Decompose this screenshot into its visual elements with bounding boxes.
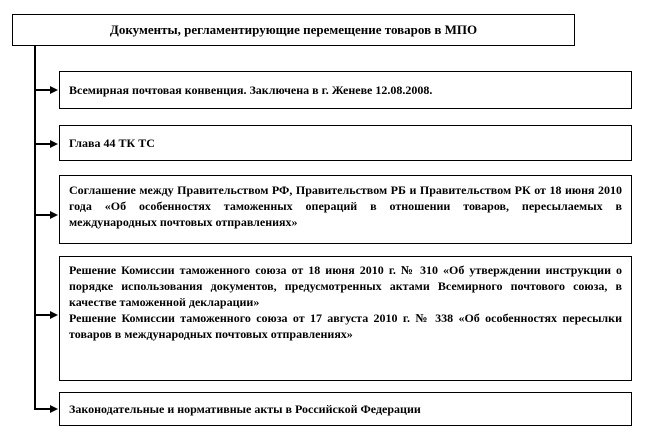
item-box-2	[59, 125, 632, 161]
root-box	[12, 14, 575, 46]
arrow-icon	[50, 211, 58, 219]
item-box-5	[59, 392, 632, 426]
connector-trunk	[34, 46, 36, 410]
arrow-icon	[50, 140, 58, 148]
item-text-4a: Решение Комиссии таможенного союза от 18 июня 2010 г. № 310 «Об утверждении инструкции о порядке использования документов, предусмотренных актами Всемирного почтового союза, в качестве таможенной декларации»	[69, 263, 622, 309]
arrow-icon	[50, 311, 58, 319]
item-text-2: Глава 44 ТК ТС	[69, 136, 155, 150]
item-text-5: Законодательные и нормативные акты в Российской Федерации	[69, 402, 421, 416]
arrow-icon	[50, 405, 58, 413]
root-title: Документы, регламентирующие перемещение товаров в МПО	[109, 22, 478, 37]
item-box-1	[59, 71, 632, 109]
item-text-3: Соглашение между Правительством РФ, Правительством РБ и Правительством РК от 18 июня 2010 года «Об особенностях таможенных операций в отношении товаров, пересылаемых в международных почтовых отправлениях»	[69, 183, 622, 229]
item-text-4b: Решение Комиссии таможенного союза от 17 августа 2010 г. № 338 «Об особенностях пересылки товаров в международных почтовых отправлениях»	[69, 311, 622, 341]
item-box-4	[59, 256, 632, 381]
item-box-3	[59, 175, 632, 244]
item-text-1: Всемирная почтовая конвенция. Заключена в г. Женеве 12.08.2008.	[69, 83, 433, 97]
arrow-icon	[50, 86, 58, 94]
